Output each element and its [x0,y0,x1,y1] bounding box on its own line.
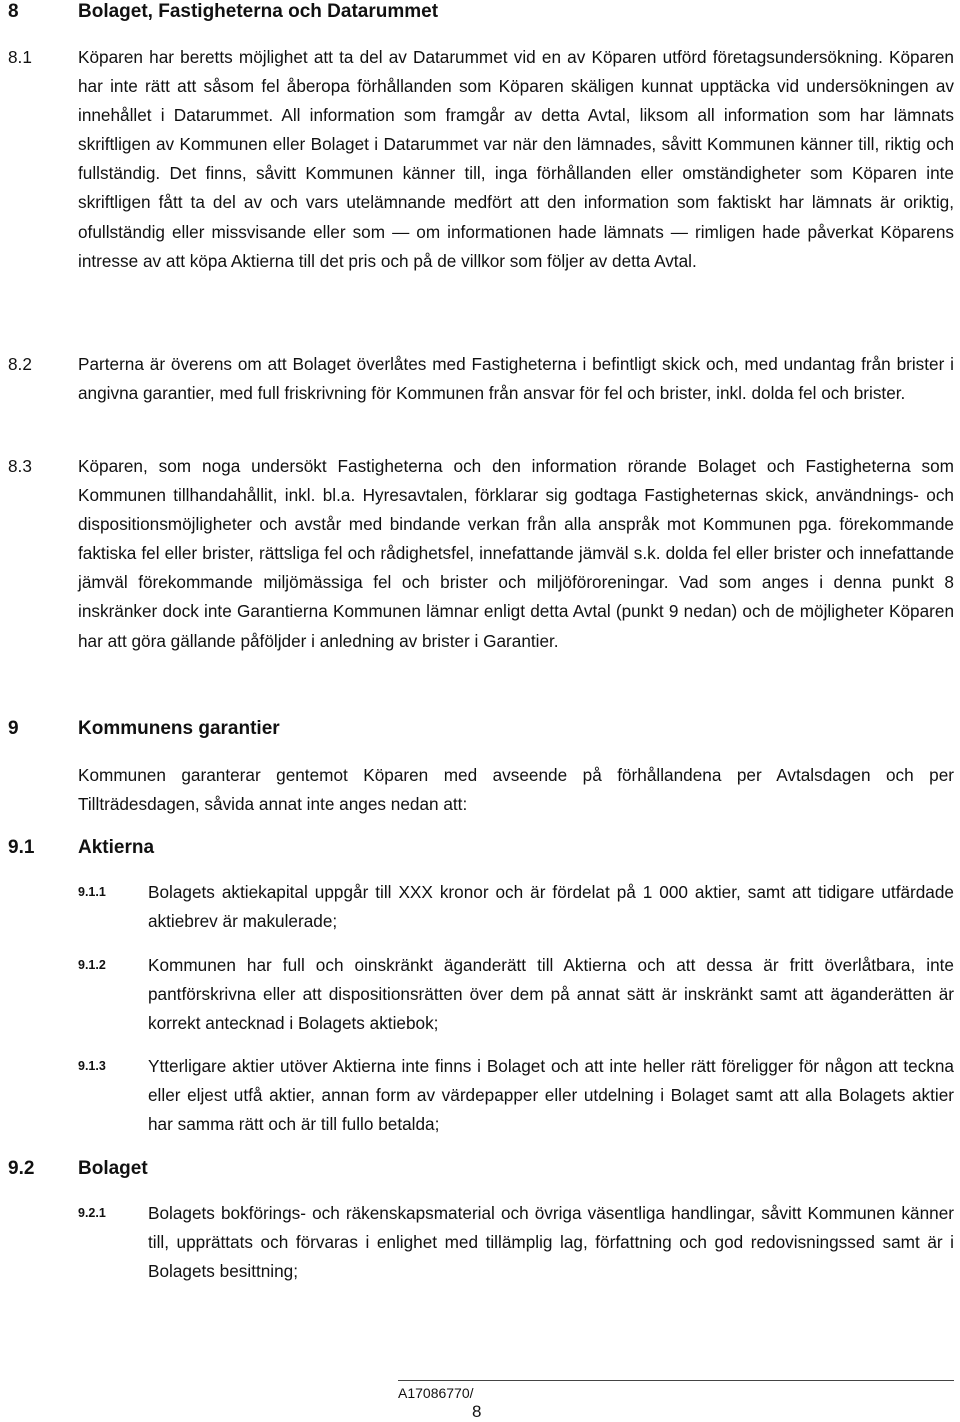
subsection-9-1-title: Aktierna [78,837,155,858]
section-9-title: Kommunens garantier [78,718,280,739]
clause-8-3-text: Köparen, som noga undersökt Fastigheterna och den information rörande Bolaget och Fastigheterna som Kommunen tillhandahållit, inkl. bl.a. Hyresavtalen, förklarar sig godtaga Fastigheternas skick, användnings- och dispositionsmöjligheter och avstår med bindande verkan från alla anspråk mot Kommunen pga. förekommande faktiska fel eller brister, rättsliga fel och rådighetsfel, innefattande jämväl s.k. dolda fel eller brister och innefattande jämväl förekommande miljömässiga fel och brister och miljöföroreningar. Vad som anges i denna punkt 8 inskränker dock inte Garantierna Kommunen lämnar enligt detta Avtal (punkt 9 nedan) och de möjligheter Köparen har att göra gällande påföljder i anledning av brister i Garantier. [78,456,954,651]
clause-9-2-1-number: 9.2.1 [78,1206,106,1220]
clause-9-1-2-text: Kommunen har full och oinskränkt äganderätt till Aktierna och att dessa är fritt överlåtbara, inte pantförskrivna eller att dispositionsrätten över dem på annat sätt är inskränkt samt att äganderätten är korrekt antecknad i Bolagets aktiebok; [148,955,954,1034]
clause-8-1-text: Köparen har beretts möjlighet att ta del av Datarummet vid en av Köparen utförd företagsundersökning. Köparen har inte rätt att såsom fel åberopa förhållanden som Köparen skäligen kunnat upptäcka vid undersökningen av innehållet i Datarummet. All information som framgår av detta Avtal, liksom all information som har lämnats skriftligen av Kommunen eller Bolaget i Datarummet var när den lämnades, såvitt Kommunen känner till, riktig och fullständig. Det finns, såvitt Kommunen känner till, inga förhållanden eller omständigheter som Köparen inte skriftligen fått ta del av och vars utelämnande medfört att den information som faktiskt har lämnats är oriktig, ofullständig eller missvisande eller som — om informationen hade lämnats — rimligen hade påverkat Köparens intresse av att köpa Aktierna till det pris och på de villkor som följer av detta Avtal. [78,47,954,271]
subsection-9-2-number: 9.2 [8,1158,35,1179]
clause-9-1-3-number: 9.1.3 [78,1059,106,1073]
clause-9-1-3-text: Ytterligare aktier utöver Aktierna inte finns i Bolaget och att inte heller rätt föreligger för någon att teckna eller eljest utfå aktier, annan form av värdepapper eller utdelning i Bolaget samt att alla Bolagets aktier har samma rätt och är till fullo betalda; [148,1056,954,1135]
section-8-title: Bolaget, Fastigheterna och Datarummet [78,1,439,22]
clause-9-1-2-number: 9.1.2 [78,958,106,972]
clause-8-1-number: 8.1 [8,47,32,67]
section-9-number: 9 [8,718,19,739]
clause-9-2-1-text: Bolagets bokförings- och räkenskapsmaterial och övriga väsentliga handlingar, såvitt Kommunen känner till, upprättats och förvaras i enlighet med tillämplig lag, författning och god redovisningssed samt är i Bolagets besittning; [148,1203,954,1282]
footer-reference: A17086770/ [398,1385,474,1401]
subsection-9-2-title: Bolaget [78,1158,148,1179]
subsection-9-1-number: 9.1 [8,837,35,858]
clause-9-1-1-text: Bolagets aktiekapital uppgår till XXX kronor och är fördelat på 1 000 aktier, samt att tidigare utfärdade aktiebrev är makulerade; [148,882,954,932]
section-8-number: 8 [8,1,19,22]
clause-8-2-number: 8.2 [8,354,32,374]
page-number: 8 [472,1402,482,1421]
clause-8-3-number: 8.3 [8,456,32,476]
footer-divider [398,1380,954,1381]
clause-8-2-text: Parterna är överens om att Bolaget överlåtes med Fastigheterna i befintligt skick och, med undantag från brister i angivna garantier, med full friskrivning för Kommunen från ansvar för fel och brister, inkl. dolda fel och brister. [78,354,954,404]
section-9-intro: Kommunen garanterar gentemot Köparen med avseende på förhållandena per Avtalsdagen och per Tillträdesdagen, såvida annat inte anges nedan att: [78,765,954,815]
clause-9-1-1-number: 9.1.1 [78,885,106,899]
